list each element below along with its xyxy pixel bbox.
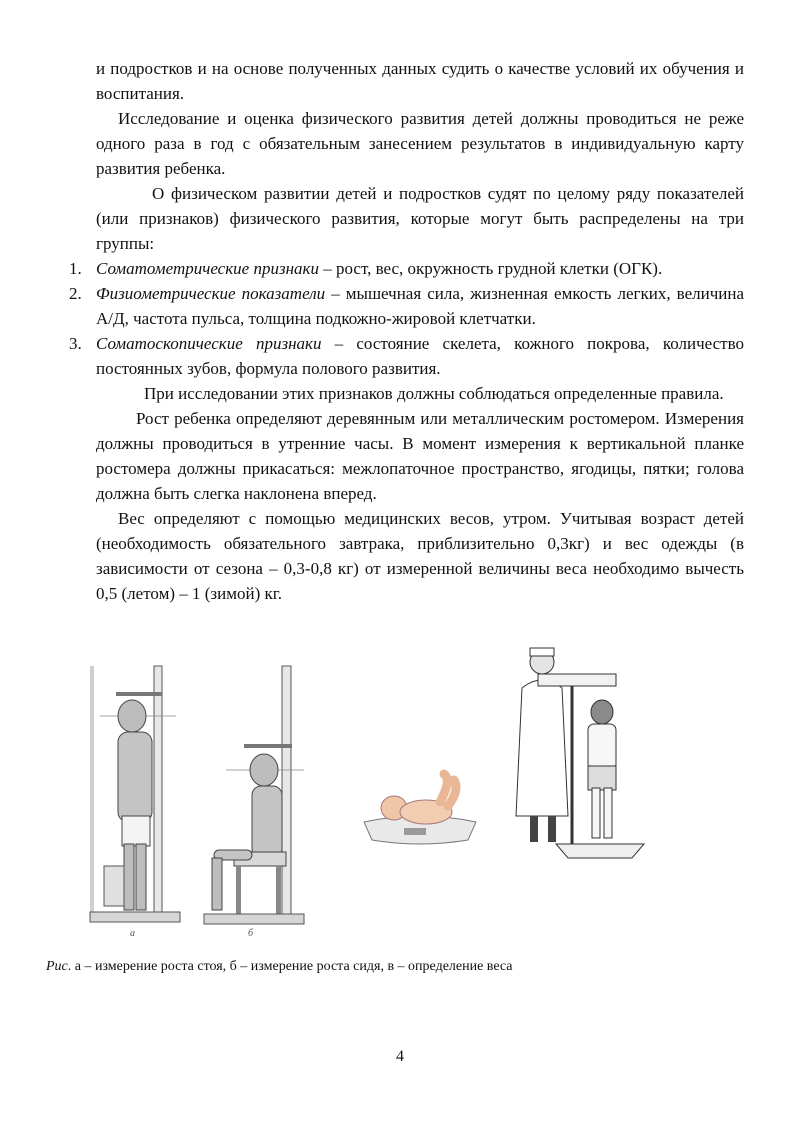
- sitting-height-figure: [204, 666, 308, 939]
- list-number: 2.: [69, 284, 82, 303]
- caption-prefix: Рис: [46, 959, 68, 974]
- figure-label-a: а: [130, 928, 135, 939]
- caption-text: . а – измерение роста стоя, б – измерение роста сидя, в – определение веса: [67, 959, 513, 974]
- list-item: [69, 331, 744, 381]
- list-item: [69, 281, 744, 331]
- list-item: [69, 256, 744, 281]
- infant-scale-figure: [360, 770, 480, 850]
- list-text: – состояние скелета, кожного покрова, количество постоянных зубов, формула полового развития.: [96, 334, 744, 378]
- indicator-list: [69, 256, 744, 381]
- paragraph-1: и подростков и на основе полученных данных судить о качестве условий их обучения и воспитания.: [96, 59, 744, 103]
- list-number: 1.: [69, 259, 82, 278]
- list-term: Физиометрические показатели: [96, 284, 326, 303]
- page-body: [69, 56, 744, 606]
- paragraph-6: Вес определяют с помощью медицинских весов, утром. Учитывая возраст детей (необходимость обязательного завтрака, приблизительно 0,3кг) и вес одежды (в зависимости от сезона – 0,3-0,8 кг) от измеренной величины веса необходимо вычесть 0,5 (летом) – 1 (зимой) кг.: [96, 509, 744, 603]
- list-term: Соматометрические признаки: [96, 259, 319, 278]
- standing-height-figure: [90, 666, 182, 939]
- figure-label-b: б: [248, 928, 254, 939]
- list-text: – мышечная сила, жизненная емкость легких, величина А/Д, частота пульса, толщина подкожно-жировой клетчатки.: [96, 284, 744, 328]
- paragraph-2: Исследование и оценка физического развития детей должны проводиться не реже одного раза в год с обязательным занесением результатов в индивидуальную карту развития ребенка.: [96, 109, 744, 178]
- list-text: – рост, вес, окружность грудной клетки (ОГК).: [318, 259, 663, 278]
- page-number: 4: [396, 1048, 404, 1065]
- figure-caption: [46, 958, 513, 976]
- medical-scale-figure: [516, 648, 650, 860]
- paragraph-4: При исследовании этих признаков должны соблюдаться определенные правила.: [144, 384, 724, 403]
- list-term: Соматоскопические признаки: [96, 334, 322, 353]
- list-number: 3.: [69, 334, 82, 353]
- paragraph-3: О физическом развитии детей и подростков судят по целому ряду показателей (или признаков) физического развития, которые могут быть распределены на три группы:: [96, 184, 744, 253]
- paragraph-5: Рост ребенка определяют деревянным или металлическим ростомером. Измерения должны проводиться в утренние часы. В момент измерения к вертикальной планке ростомера должны прикасаться: межлопаточное пространство, ягодицы, пятки; голова должна быть слегка наклонена вперед.: [96, 409, 744, 503]
- figure-illustrations: [90, 648, 650, 948]
